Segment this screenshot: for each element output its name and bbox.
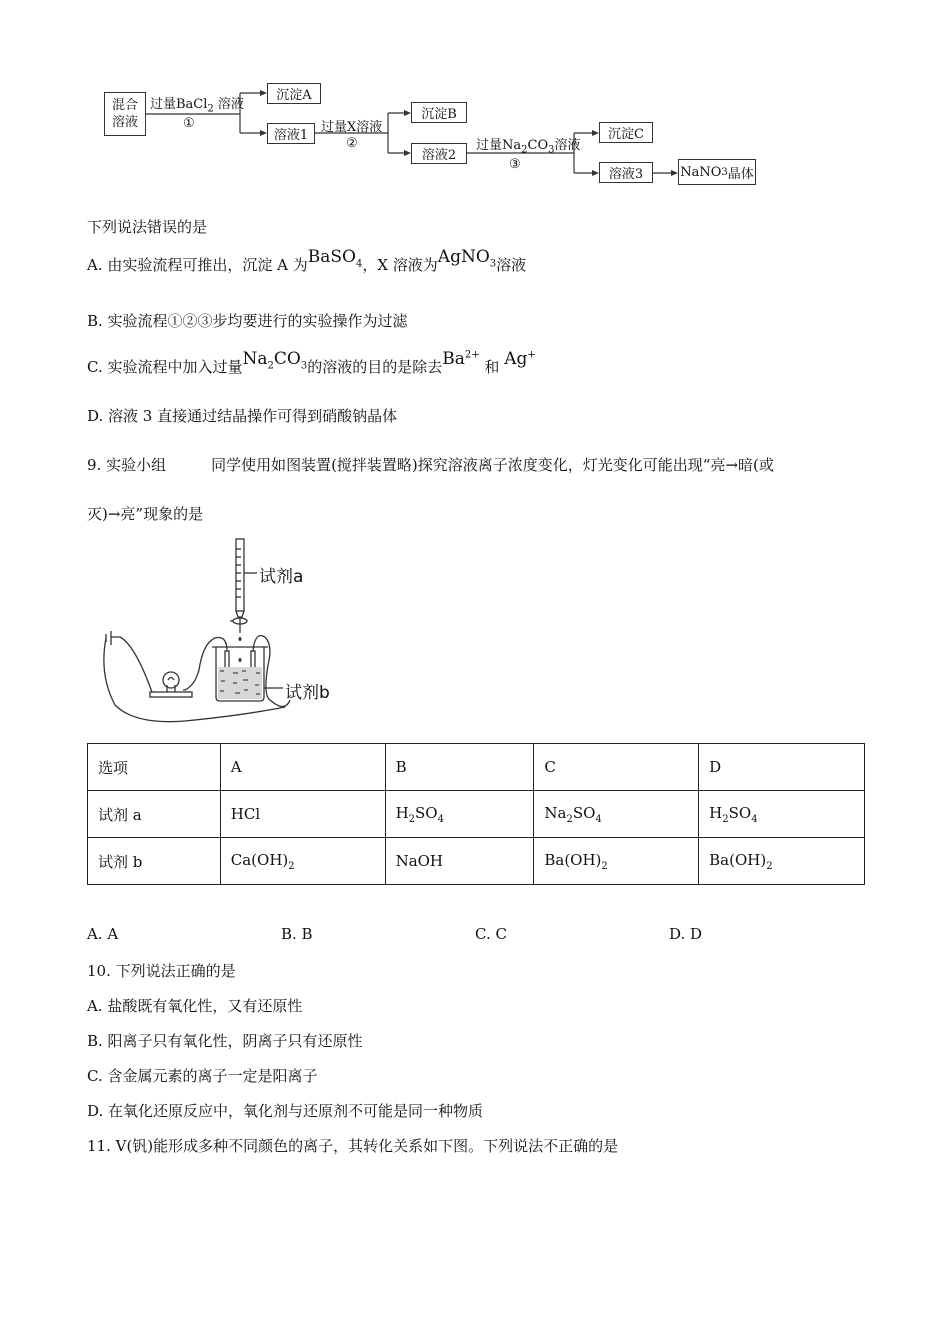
table-header-cell: B [385, 744, 534, 791]
cell-sub: 4 [437, 813, 444, 825]
step3-label-mid: CO [527, 138, 549, 153]
q9-options-table [87, 743, 865, 885]
step1-label-text: 过量BaCl [150, 97, 208, 112]
mixed-solution-line2: 溶液 [111, 115, 138, 130]
step3-number: ③ [509, 157, 521, 172]
cell-text: Ba(OH) [544, 850, 602, 869]
q9-stem-line2: 灭)→亮”现象的是 [87, 505, 204, 523]
conductivity-apparatus [95, 535, 355, 730]
solution-3-box: 溶液3 [599, 162, 653, 183]
q8-c-ion-ag-charge: + [527, 349, 536, 361]
q10-option-c: C. 含金属元素的离子一定是阳离子 [87, 1067, 318, 1085]
solution-1-box: 溶液1 [267, 123, 315, 144]
q9-choice-c[interactable]: C. C [475, 925, 507, 943]
q8-a-post: 溶液 [496, 256, 527, 274]
cell-text: Na [544, 803, 567, 822]
cell-text: Ba(OH) [709, 850, 767, 869]
q8-a-text: A. 由实验流程可推出，沉淀 A 为 [87, 256, 308, 274]
row-label-reagent-a: 试剂 a [88, 791, 221, 838]
q8-c-formula-na: Na [242, 349, 268, 369]
q10-option-d: D. 在氧化还原反应中，氧化剂与还原剂不可能是同一种物质 [87, 1102, 484, 1120]
q8-c-text: C. 实验流程中加入过量 [87, 358, 243, 376]
table-header-cell: C [534, 744, 699, 791]
cell-text: SO [572, 803, 596, 822]
table-header-cell: A [220, 744, 385, 791]
q9-choice-d[interactable]: D. D [669, 925, 703, 943]
solution-2-box: 溶液2 [411, 143, 467, 164]
step2-reagent-label: 过量X溶液 [321, 120, 383, 135]
q8-a-formula1-sub: 4 [355, 258, 363, 270]
cell-sub: 2 [566, 813, 573, 825]
cell-b-B: NaOH [385, 838, 534, 885]
q8-c-and: 和 [484, 358, 500, 376]
q8-a-mid: ，X 溶液为 [362, 256, 438, 274]
product-text: NaNO [680, 164, 722, 180]
q8-c-formula-sub1: 2 [267, 360, 274, 372]
cell-text: SO [728, 803, 752, 822]
cell-b-D [699, 838, 865, 885]
cell-text: Ca(OH) [230, 850, 289, 869]
q9-choice-b[interactable]: B. B [281, 925, 313, 943]
reagent-b-label: 试剂b [285, 683, 330, 703]
step2-number: ② [346, 136, 358, 151]
step1-label-sub: 2 [207, 103, 214, 115]
nano3-crystal-box [678, 159, 756, 185]
q8-c-mid: 的溶液的目的是除去 [307, 358, 443, 376]
step1-number: ① [183, 116, 195, 131]
row-label-reagent-b: 试剂 b [88, 838, 221, 885]
step3-label-post: 溶液 [554, 138, 581, 153]
q8-c-formula-sub2: 3 [300, 360, 308, 372]
table-header-cell: D [699, 744, 865, 791]
q10-option-a: A. 盐酸既有氧化性，又有还原性 [87, 997, 303, 1015]
cell-sub: 2 [722, 813, 729, 825]
product-sub: 3 [721, 166, 728, 178]
cell-text: SO [415, 803, 438, 822]
cell-sub: 2 [601, 860, 608, 872]
cell-a-D [699, 791, 865, 838]
cell-sub: 4 [751, 813, 758, 825]
mixed-solution-line1: 混合 [111, 98, 138, 113]
step3-label-sub2: 3 [548, 144, 555, 156]
q11-stem: 11. V(钒)能形成多种不同颜色的离子，其转化关系如下图。下列说法不正确的是 [87, 1137, 619, 1155]
cell-a-B [385, 791, 534, 838]
reagent-a-label: 试剂a [259, 567, 304, 587]
step3-reagent-label [476, 134, 581, 156]
q8-stem: 下列说法错误的是 [87, 218, 208, 236]
table-header-row [88, 744, 865, 791]
table-row-reagent-b [88, 838, 865, 885]
q10-option-b: B. 阳离子只有氧化性，阴离子只有还原性 [87, 1032, 363, 1050]
step1-reagent-label [150, 93, 244, 115]
q8-option-c [87, 349, 536, 379]
cell-sub: 2 [766, 860, 773, 872]
q8-c-ion-ag: Ag [504, 349, 528, 369]
step3-label-text: 过量Na [476, 138, 522, 153]
q8-option-d: D. 溶液 3 直接通过结晶操作可得到硝酸钠晶体 [87, 407, 398, 425]
precipitate-a-box: 沉淀A [267, 83, 321, 104]
cell-a-C [534, 791, 699, 838]
q8-a-formula2-sub: 3 [489, 258, 497, 270]
q10-stem: 10. 下列说法正确的是 [87, 962, 236, 980]
cell-a-A: HCl [220, 791, 385, 838]
cell-sub: 4 [595, 813, 602, 825]
q8-option-b: B. 实验流程①②③步均要进行的实验操作为过滤 [87, 312, 408, 330]
product-post: 晶体 [727, 166, 754, 182]
cell-sub: 2 [288, 860, 295, 872]
q8-a-formula1: BaSO [307, 247, 356, 267]
q9-choice-a[interactable]: A. A [87, 925, 119, 943]
precipitate-b-box: 沉淀B [411, 102, 467, 123]
precipitate-c-box: 沉淀C [599, 122, 653, 143]
cell-text: H [395, 803, 409, 822]
cell-b-C [534, 838, 699, 885]
cell-b-A [220, 838, 385, 885]
cell-sub: 2 [408, 813, 416, 825]
table-header-cell: 选项 [88, 744, 221, 791]
flow-chart [0, 0, 950, 200]
step1-label-post: 溶液 [213, 97, 244, 112]
q9-stem-line1: 9. 实验小组 同学使用如图装置(搅拌装置略)探究溶液离子浓度变化，灯光变化可能出现“亮→暗(或 [87, 456, 774, 474]
table-row-reagent-a [88, 791, 865, 838]
q8-option-a [87, 247, 527, 277]
q8-a-formula2: AgNO [437, 247, 490, 267]
mixed-solution-box [104, 92, 146, 136]
q8-c-ion-ba: Ba [442, 349, 465, 369]
q8-c-formula-co: CO [273, 349, 301, 369]
q8-c-ion-ba-charge: 2+ [464, 349, 480, 361]
step3-label-sub1: 2 [521, 144, 528, 156]
cell-text: H [709, 803, 723, 822]
